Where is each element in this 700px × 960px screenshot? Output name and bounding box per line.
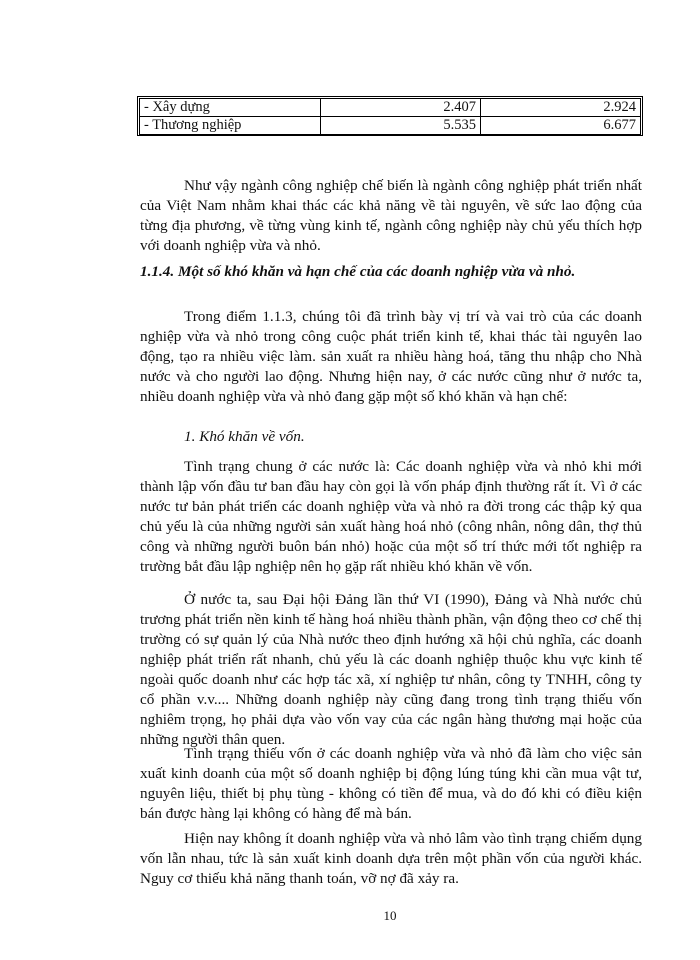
paragraph-capital-shortage: Tình trạng thiếu vốn ở các doanh nghiệp vừa và nhỏ đã làm cho việc sản xuất kinh doanh của một số doanh nghiệp bị động lúng túng khi cần mua vật tư, nguyên liệu, thiết bị phụ tùng - không có tiền để mua, và do đó khi có điều kiện bán được hàng lại không có hàng để mà bán. [140, 745, 642, 822]
table-row [140, 117, 641, 135]
paragraph-capital-appropriation: Hiện nay không ít doanh nghiệp vừa và nhỏ lâm vào tình trạng chiếm dụng vốn lẫn nhau, tức là sản xuất kinh doanh dựa trên một phần vốn của người khác. Nguy cơ thiếu khả năng thanh toán, vỡ nợ đã xảy ra. [140, 830, 642, 887]
row-value-1: 2.407 [321, 99, 481, 117]
data-table [139, 98, 641, 135]
row-label: - Thương nghiệp [140, 117, 321, 135]
section-heading: 1.1.4. Một số khó khăn và hạn chế của các doanh nghiệp vừa và nhỏ. [140, 263, 576, 280]
row-value-2: 2.924 [481, 99, 641, 117]
paragraph-capital-general: Tình trạng chung ở các nước là: Các doanh nghiệp vừa và nhỏ khi mới thành lập vốn đầu tư ban đầu hay còn gọi là vốn pháp định thường rất ít. Vì ở các nước tư bản phát triển các doanh nghiệp vừa và nhỏ ra đời trong các thập kỷ qua chủ yếu là của những người sản xuất hàng hoá nhỏ (công nhân, nông dân, thợ thủ công và những người buôn bán nhỏ) hoặc của một số trí thức mới tốt nghiệp ra trường bắt đầu lập nghiệp nên họ gặp rất nhiều khó khăn về vốn. [140, 458, 642, 575]
page-number: 10 [383, 908, 397, 923]
paragraph-capital-vietnam: Ở nước ta, sau Đại hội Đảng lần thứ VI (1990), Đảng và Nhà nước chủ trương phát triển nền kinh tế hàng hoá nhiều thành phần, vận động theo cơ chế thị trường có sự quản lý của Nhà nước theo định hướng xã hội chủ nghĩa, các doanh nghiệp phát triển rất nhanh, chủ yếu là các doanh nghiệp thuộc khu vực kinh tế ngoài quốc doanh như các hợp tác xã, xí nghiệp tư nhân, công ty TNHH, công ty cổ phần v.v.... Những doanh nghiệp này cũng đang trong tình trạng thiếu vốn nghiêm trọng, họ phải dựa vào vốn vay của các ngân hàng thương mại hoặc của những người thân quen. [140, 591, 642, 748]
row-value-1: 5.535 [321, 117, 481, 135]
subsection-heading: 1. Khó khăn về vốn. [184, 428, 305, 445]
paragraph-conclusion: Như vậy ngành công nghiệp chế biến là ngành công nghiệp phát triển nhất của Việt Nam nhằm khai thác các khả năng về tài nguyên, về sức lao động của từng địa phương, về từng vùng kinh tế, ngành công nghiệp này chủ yếu thích hợp với doanh nghiệp vừa và nhỏ. [140, 177, 642, 254]
table-row [140, 99, 641, 117]
paragraph-intro: Trong điểm 1.1.3, chúng tôi đã trình bày vị trí và vai trò của các doanh nghiệp vừa và nhỏ trong công cuộc phát triển kinh tế, khai thác tài nguyên lao động, tạo ra nhiều việc làm. sản xuất ra nhiều hàng hoá, tăng thu nhập cho Nhà nước và cho người lao động. Nhưng hiện nay, ở các nước cũng như ở nước ta, nhiều doanh nghiệp vừa và nhỏ đang gặp một số khó khăn và hạn chế: [140, 308, 642, 405]
row-value-2: 6.677 [481, 117, 641, 135]
row-label: - Xây dựng [140, 99, 321, 117]
